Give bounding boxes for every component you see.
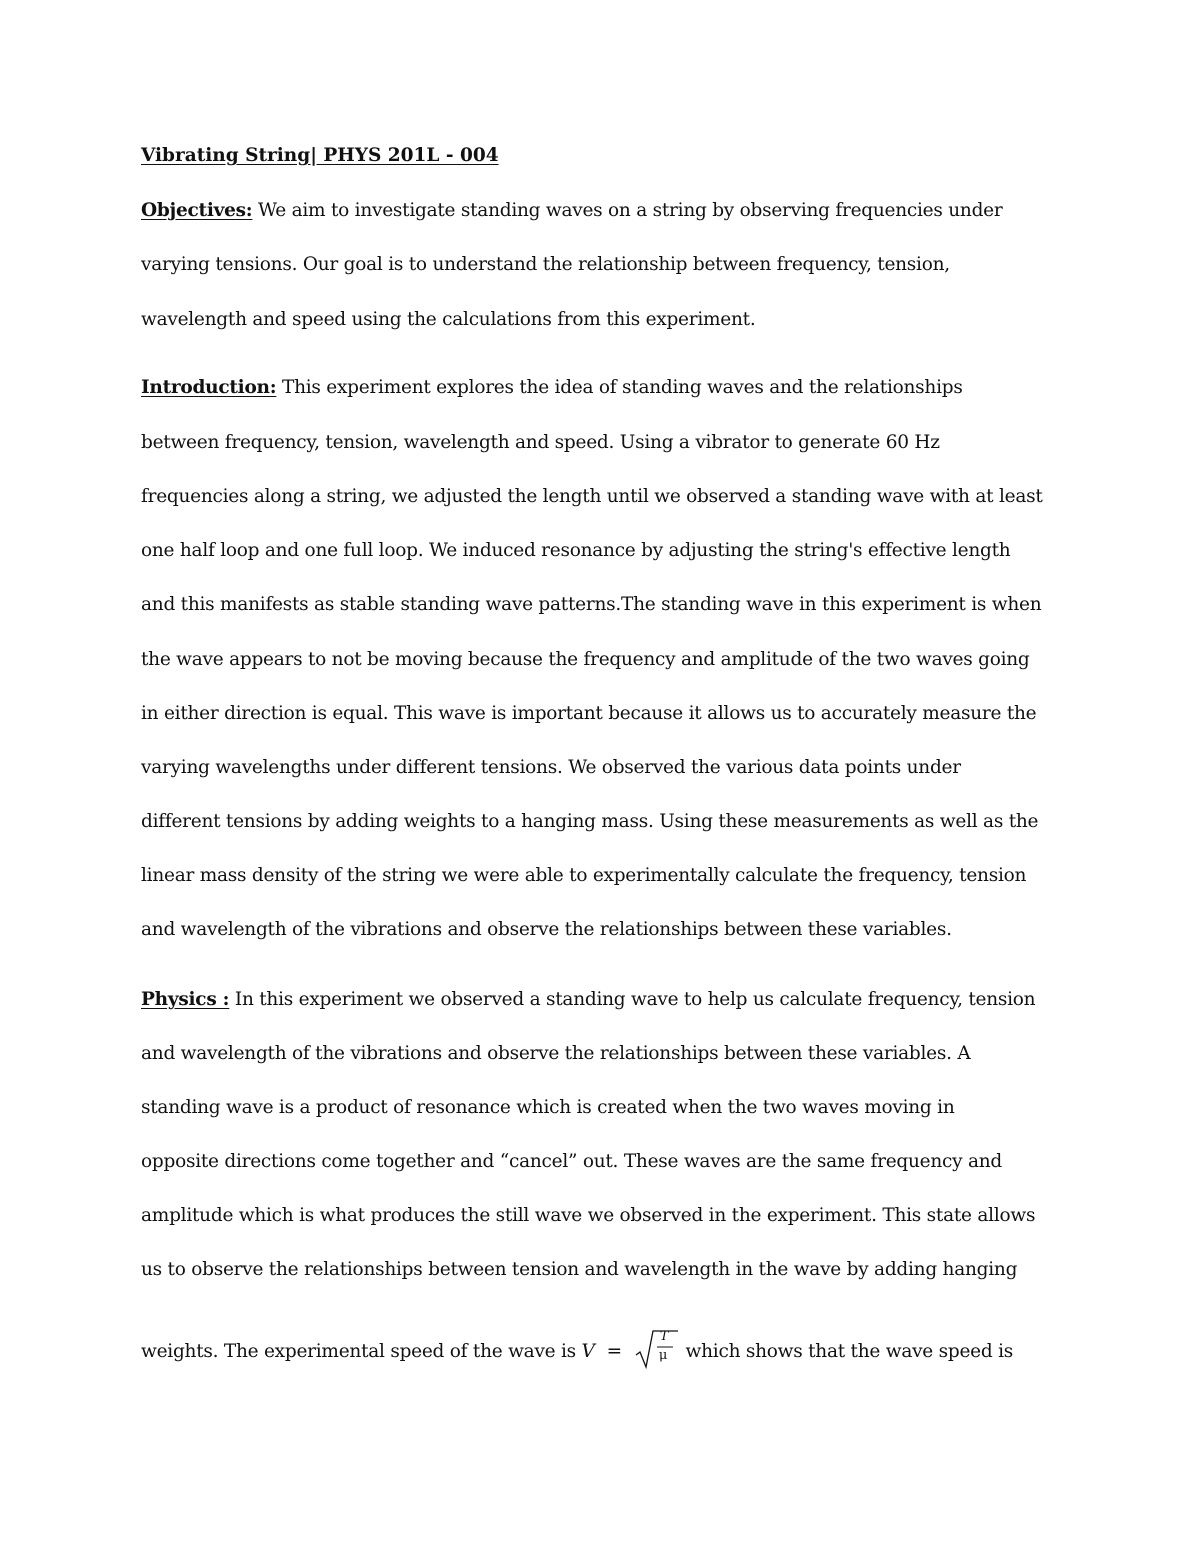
physics-line-6: us to observe the relationships between tension and wavelength in the wave by adding hanging [141,1259,1018,1280]
physics-line-4: opposite directions come together and “cancel” out. These waves are the same frequency and [141,1151,1003,1172]
objectives-heading: Objectives: [141,200,253,221]
formula-text-after: which shows that the wave speed is [679,1341,1013,1362]
physics-line-2: and wavelength of the vibrations and observe the relationships between these variables. A [141,1043,971,1064]
physics-text: In this experiment we observed a standing wave to help us calculate frequency, tension [229,989,1036,1010]
introduction-line-3: frequencies along a string, we adjusted the length until we observed a standing wave with at least [141,486,1043,507]
introduction-line-6: the wave appears to not be moving because the frequency and amplitude of the two waves going [141,649,1030,670]
introduction-line-7: in either direction is equal. This wave is important because it allows us to accurately measure the [141,703,1037,724]
formula-text-before: weights. The experimental speed of the wave is [141,1341,582,1362]
introduction-line-11: and wavelength of the vibrations and observe the relationships between these variables. [141,919,952,940]
physics-heading: Physics : [141,989,230,1010]
document-title: Vibrating String| PHYS 201L - 004 [141,145,499,166]
introduction-line-1 [141,375,963,401]
introduction-line-5: and this manifests as stable standing wave patterns.The standing wave in this experiment is when [141,594,1042,615]
objectives-line-1 [141,198,1002,224]
introduction-heading: Introduction: [141,377,277,398]
objectives-line-3: wavelength and speed using the calculations from this experiment. [141,309,756,330]
objectives-text: We aim to investigate standing waves on a string by observing frequencies under [252,200,1003,221]
physics-line-1 [141,987,1035,1013]
introduction-line-10: linear mass density of the string we were able to experimentally calculate the frequency, tension [141,865,1027,886]
physics-formula-line [141,1327,1013,1371]
square-root-fraction [634,1327,680,1371]
radical-sign-icon [634,1327,680,1371]
introduction-text: This experiment explores the idea of standing waves and the relationships [276,377,963,398]
fraction-denominator: μ [658,1348,668,1363]
fraction-numerator: T [659,1329,669,1344]
objectives-line-2: varying tensions. Our goal is to understand the relationship between frequency, tension, [141,254,950,275]
formula-variable-v: V [581,1341,595,1362]
formula-equals: = [606,1341,622,1362]
introduction-line-4: one half loop and one full loop. We induced resonance by adjusting the string's effective length [141,540,1011,561]
introduction-line-9: different tensions by adding weights to a hanging mass. Using these measurements as well as the [141,811,1039,832]
introduction-line-8: varying wavelengths under different tensions. We observed the various data points under [141,757,961,778]
physics-line-3: standing wave is a product of resonance which is created when the two waves moving in [141,1097,955,1118]
physics-line-5: amplitude which is what produces the still wave we observed in the experiment. This state allows [141,1205,1036,1226]
introduction-line-2: between frequency, tension, wavelength and speed. Using a vibrator to generate 60 Hz [141,432,940,453]
